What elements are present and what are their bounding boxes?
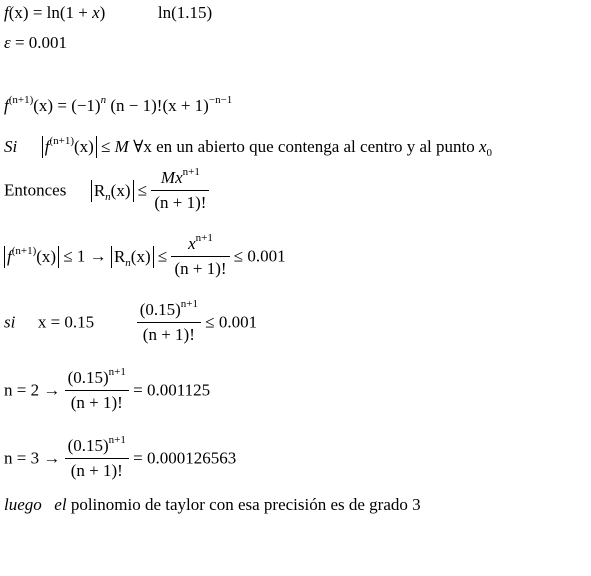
el-word: el <box>54 495 67 514</box>
implication: ≤ 1 → <box>59 246 111 266</box>
n2-lhs: n = 2 → <box>4 380 65 400</box>
luego-word: luego <box>4 495 42 514</box>
r-symbol: R <box>93 180 106 200</box>
n2-result: = 0.001125 <box>128 380 211 400</box>
r-subscript: n <box>105 190 111 203</box>
function-definition <box>4 3 212 23</box>
conclusion-text: polinomio de taylor con esa precisión es de grado 3 <box>66 495 421 514</box>
equals: = <box>53 96 72 115</box>
derivative-order: (n+1) <box>8 94 34 106</box>
abs-remainder <box>91 180 134 202</box>
remainder-bound <box>4 168 209 213</box>
f-symbol: f <box>44 137 50 156</box>
numerator-exponent: n+1 <box>195 232 213 244</box>
derivative-formula <box>4 96 232 116</box>
substitution-tail: ≤ 0.001 <box>200 312 258 332</box>
f-symbol: f <box>4 96 9 115</box>
f-argument: (x) <box>36 246 57 266</box>
numerator-exponent: n+1 <box>108 434 126 446</box>
abs-remainder <box>111 246 154 268</box>
n3-result: = 0.000126563 <box>128 448 237 468</box>
numerator: (0.15) <box>139 300 181 319</box>
substitution-line <box>4 300 257 345</box>
numerator-exponent: n+1 <box>182 166 200 178</box>
denominator: (n + 1)! <box>174 259 227 278</box>
factorial-term: (n − 1)! <box>106 96 163 115</box>
n2-fraction <box>65 368 129 413</box>
numerator: x <box>188 234 196 253</box>
condition-text: ∀x en un abierto que contenga al centro y al punto <box>128 137 479 156</box>
le-sign: ≤ <box>153 246 172 266</box>
m-symbol: M <box>114 137 129 156</box>
numerator: (0.15) <box>67 368 109 387</box>
numerator: Mx <box>160 168 183 187</box>
denominator: (n + 1)! <box>154 193 207 212</box>
denominator: (n + 1)! <box>142 325 195 344</box>
numerator-exponent: n+1 <box>108 366 126 378</box>
le-sign: ≤ <box>133 180 152 200</box>
f-symbol: f <box>7 246 12 266</box>
f-argument: (x) <box>33 96 54 115</box>
f-symbol: f <box>4 3 9 22</box>
n3-lhs: n = 3 → <box>4 448 65 468</box>
ln-expression: = ln(1 + <box>28 3 93 22</box>
power-exponent: −n−1 <box>208 94 233 106</box>
conclusion <box>4 495 421 515</box>
abs-derivative <box>4 246 59 268</box>
numerator-exponent: n+1 <box>180 298 198 310</box>
entonces-word: Entonces <box>4 180 67 200</box>
x0-symbol: x <box>479 137 487 156</box>
substitution-fraction <box>137 300 201 345</box>
f-argument: (x) <box>8 3 29 22</box>
denominator: (n + 1)! <box>70 393 123 412</box>
r-argument: (x) <box>110 180 131 200</box>
le-sign: ≤ <box>96 137 115 156</box>
si-word: si <box>4 312 16 332</box>
x0-subscript: 0 <box>486 147 493 159</box>
f-argument: (x) <box>74 137 94 156</box>
n-equals-3-line <box>4 436 236 481</box>
remainder-estimate <box>4 234 286 279</box>
n-equals-2-line <box>4 368 210 413</box>
bound-condition <box>4 136 492 158</box>
r-subscript: n <box>125 256 131 269</box>
denominator: (n + 1)! <box>70 461 123 480</box>
x-variable: x <box>92 3 100 22</box>
numerator: (0.15) <box>67 436 109 455</box>
si-word: Si <box>4 137 18 156</box>
remainder-fraction <box>151 168 209 213</box>
epsilon-definition <box>4 33 67 53</box>
derivative-order: (n+1) <box>11 244 37 257</box>
minus-one: (−1) <box>71 96 101 115</box>
abs-derivative <box>42 136 97 158</box>
power-n: n <box>100 94 107 106</box>
epsilon-symbol: ε <box>4 33 11 52</box>
r-symbol: R <box>113 246 126 266</box>
derivative-order: (n+1) <box>49 135 74 147</box>
x-value: x = 0.15 <box>37 312 95 332</box>
close-paren: ) <box>99 3 106 22</box>
x-plus-one: (x + 1) <box>162 96 209 115</box>
estimate-fraction <box>171 234 229 279</box>
ln-value: ln(1.15) <box>157 3 213 22</box>
epsilon-value: = 0.001 <box>10 33 68 52</box>
n3-fraction <box>65 436 129 481</box>
estimate-tail: ≤ 0.001 <box>229 246 286 266</box>
r-argument: (x) <box>130 246 151 266</box>
